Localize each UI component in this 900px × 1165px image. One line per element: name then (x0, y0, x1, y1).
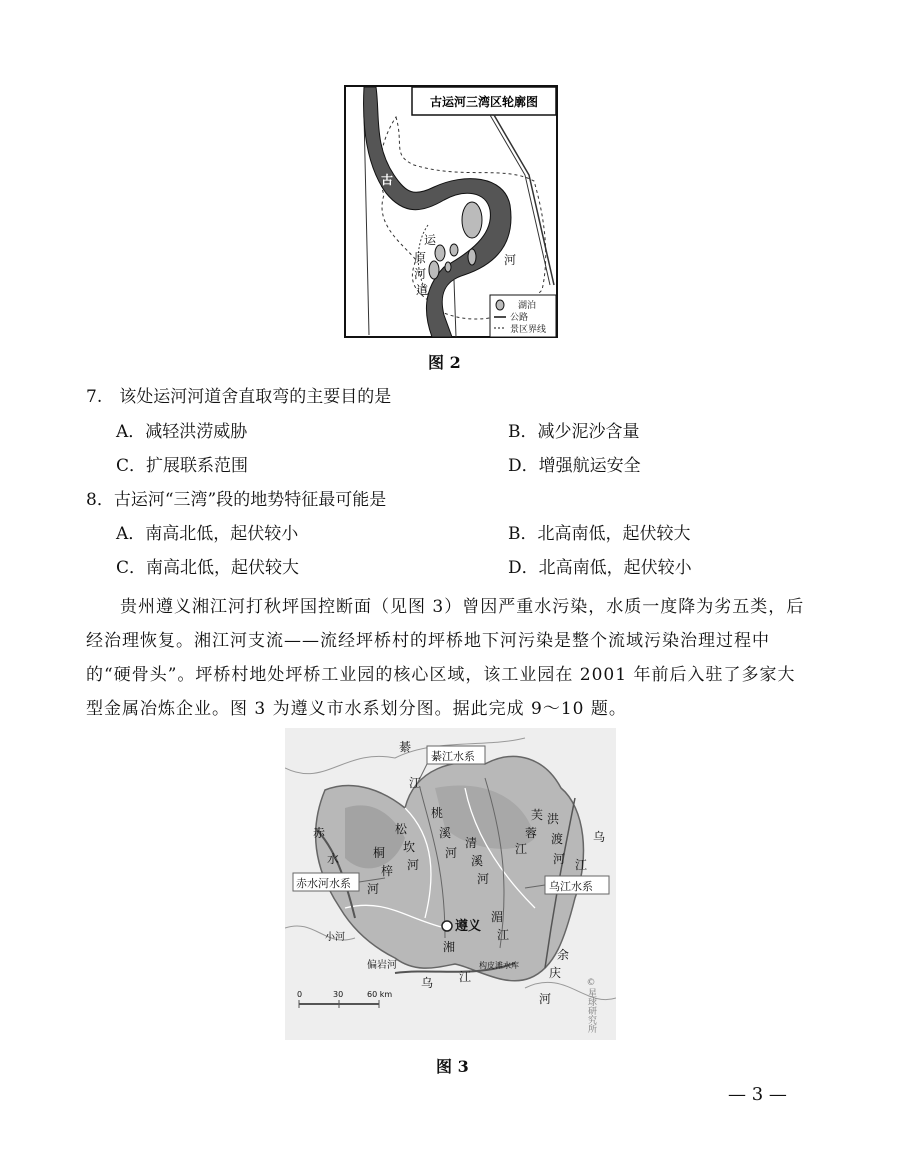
label-yun: 运 (424, 233, 437, 247)
q8-option-c: C．南高北低，起伏较大 (116, 558, 300, 578)
label-dao: 道 (416, 283, 429, 297)
char-shen: 湄 (491, 910, 504, 924)
label-chishui-system: 赤水河水系 (296, 877, 351, 890)
char-tong: 桐 (373, 846, 386, 860)
question-8-stem: 8．古运河“三湾”段的地势特征最可能是 (86, 490, 387, 510)
char-rong: 蓉 (525, 826, 538, 840)
label-qijiang-system: 綦江水系 (431, 750, 475, 763)
char-qxi: 溪 (471, 854, 484, 868)
scale-60: 60 km (367, 990, 393, 999)
q7-option-d: D．增强航运安全 (508, 456, 641, 476)
watermark: ©星球研究所 (586, 978, 596, 1033)
char-wu-bottom: 乌 (421, 976, 434, 990)
q8-option-b: B．北高南低，起伏较大 (508, 524, 691, 544)
label-he: 河 (504, 253, 517, 267)
q8-option-a: A．南高北低，起伏较小 (116, 524, 299, 544)
char-jiang1: 江 (409, 776, 422, 790)
char-xi: 溪 (439, 826, 452, 840)
char-mei-jiang: 江 (515, 842, 528, 856)
char-qi: 綦 (399, 740, 412, 754)
label-goupitan: 构皮滩水库 (479, 961, 519, 970)
char-tao: 桃 (431, 806, 444, 820)
legend-road: 公路 (510, 313, 529, 323)
char-shui: 水 (327, 852, 340, 866)
char-du: 渡 (551, 832, 564, 846)
char-jiang-bottom: 江 (459, 970, 472, 984)
legend-lake: 湖泊 (518, 301, 537, 311)
char-tao-he: 河 (445, 846, 458, 860)
page-number: — 3 — (728, 1084, 787, 1105)
char-tong-he: 河 (367, 882, 380, 896)
legend-boundary: 景区界线 (510, 325, 547, 335)
label-yuan: 原 (414, 251, 427, 265)
scale-30: 30 (333, 990, 344, 999)
char-song-he: 河 (407, 858, 420, 872)
q7-option-c: C．扩展联系范围 (116, 456, 249, 476)
char-yu-he: 河 (539, 992, 552, 1006)
label-he2: 河 (414, 267, 427, 281)
zunyi-marker (442, 921, 452, 931)
question-7-stem: 7. 该处运河河道舍直取弯的主要目的是 (86, 387, 392, 407)
label-xiaohe: 小河 (325, 932, 345, 943)
figure2-caption: 图 2 (428, 353, 461, 372)
label-gu: 古 (381, 173, 394, 187)
q7-option-b: B．减少泥沙含量 (508, 422, 640, 442)
char-qing: 清 (465, 836, 478, 850)
char-qhe: 河 (477, 872, 490, 886)
char-qing2: 庆 (549, 966, 562, 980)
char-fu: 芙 (531, 808, 544, 822)
char-hong: 洪 (547, 812, 560, 826)
char-wu-top: 乌 (593, 830, 606, 844)
figure-2 (344, 85, 558, 338)
figure2-title: 古运河三湾区轮廓图 (429, 95, 539, 109)
char-jiang-top: 江 (575, 858, 588, 872)
q8-option-d: D．北高南低，起伏较小 (508, 558, 692, 578)
label-pianyan: 偏岩河 (367, 960, 397, 971)
char-shen2: 江 (497, 928, 510, 942)
label-zunyi-city: 遵义 (455, 919, 482, 934)
char-song: 松 (395, 822, 408, 836)
label-wujiang-system: 乌江水系 (549, 880, 593, 893)
passage: 贵州遵义湘江河打秋坪国控断面（见图 3）曾因严重水污染，水质一度降为劣五类，后经治理恢复。湘江河支流——流经坪桥村的坪桥地下河污染是整个流域污染治理过程中的“硬骨头”。坪桥村地处坪桥工业园的核心区域，该工业园在 2001 年前后入驻了多家大型金属冶炼企业。图 3 为遵义市水系划分图。据此完成 9～10 题。 (86, 597, 805, 719)
char-yu: 余 (557, 948, 570, 962)
figure3-caption: 图 3 (436, 1057, 469, 1076)
char-kan: 坎 (403, 840, 416, 854)
q7-option-a: A．减轻洪涝威胁 (116, 422, 248, 442)
char-chi: 赤 (313, 826, 326, 840)
char-hong-he: 河 (553, 852, 566, 866)
figure-3 (285, 728, 616, 1040)
char-xiang: 湘 (443, 940, 456, 954)
scale-0: 0 (297, 990, 303, 999)
char-zi: 梓 (381, 864, 394, 878)
